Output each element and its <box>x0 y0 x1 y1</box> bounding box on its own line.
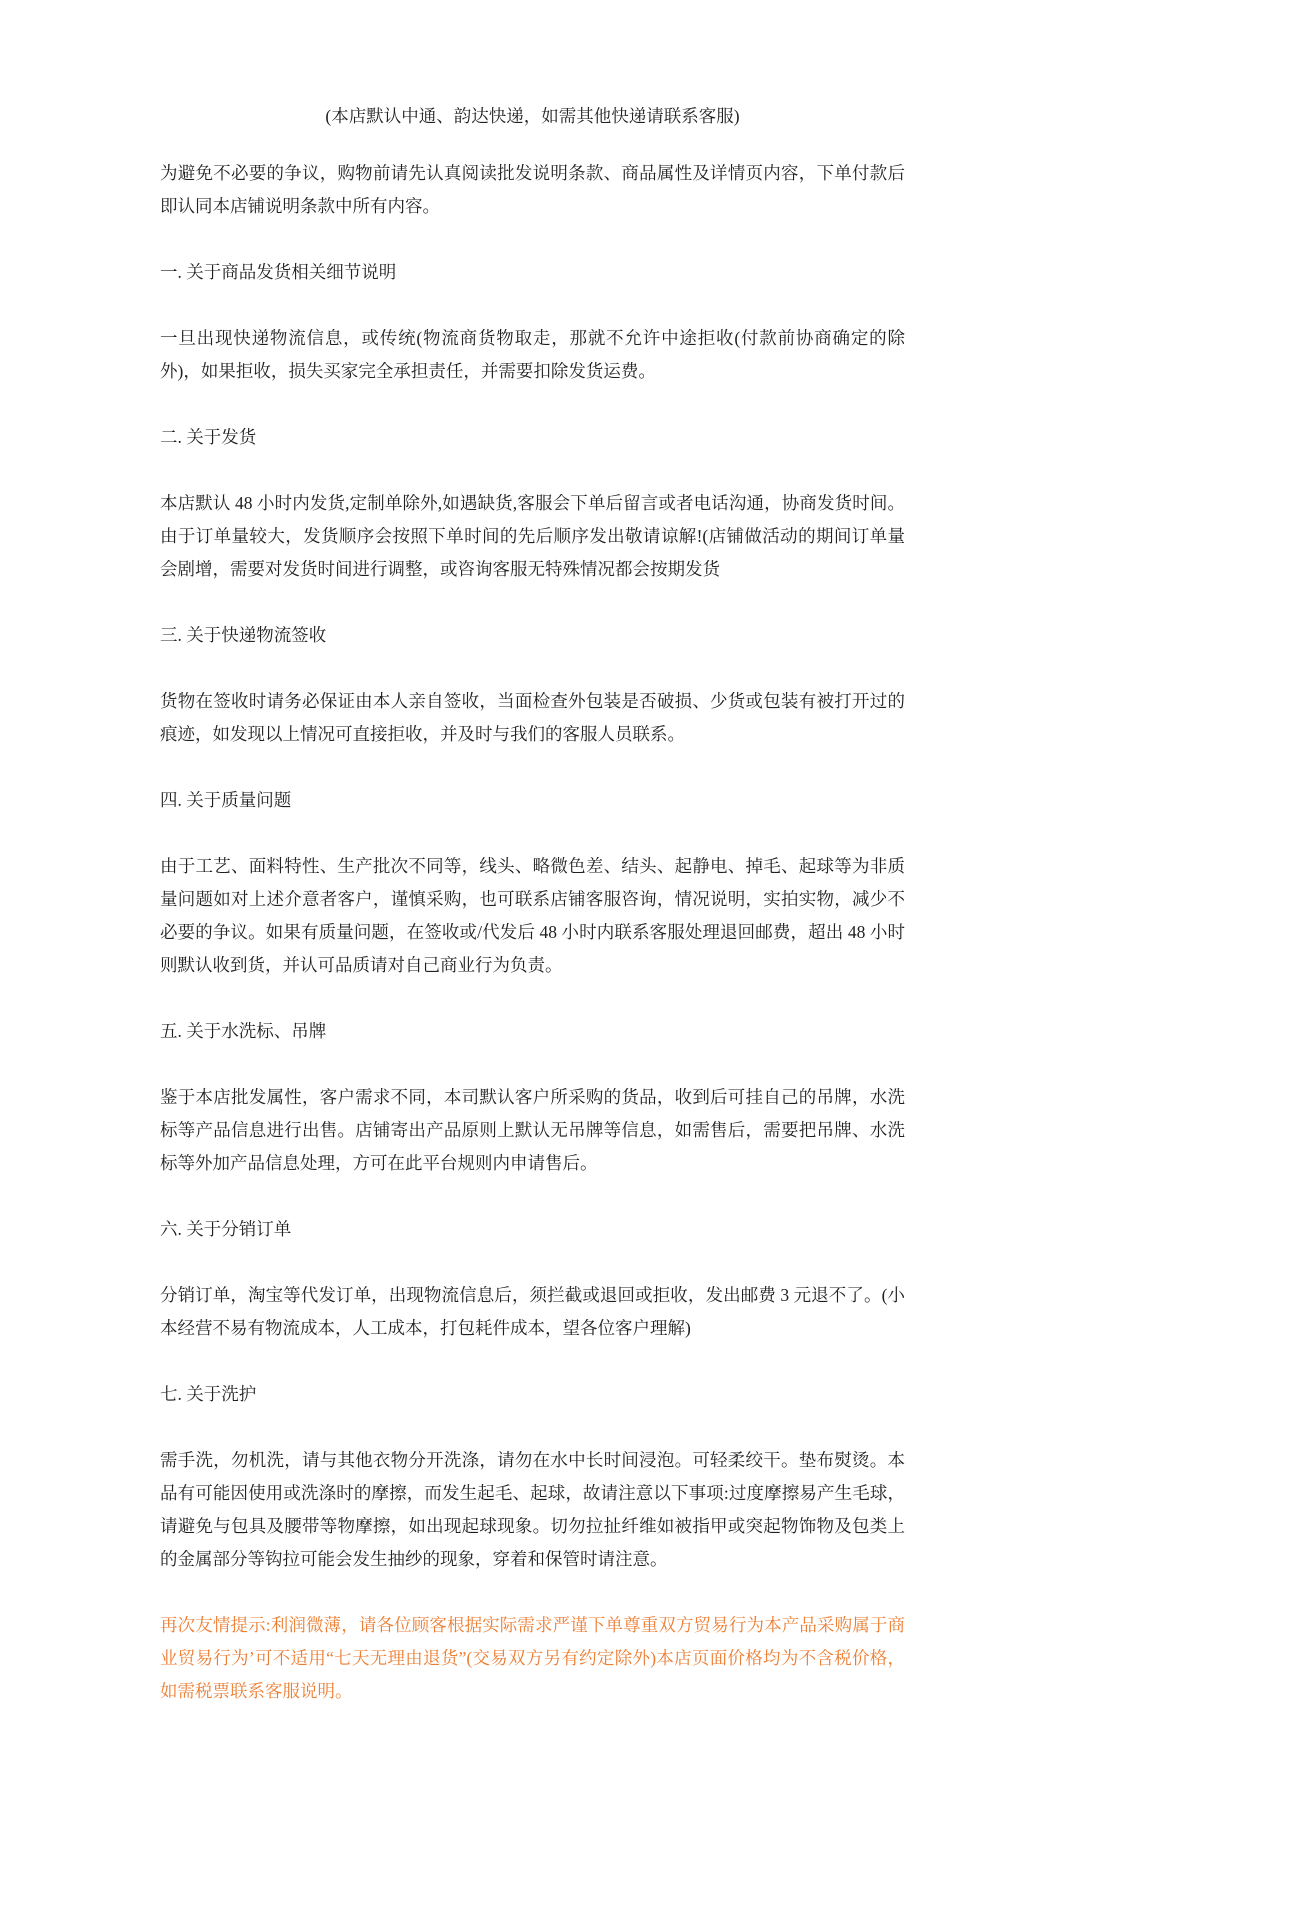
document-title: (本店默认中通、韵达快递，如需其他快递请联系客服) <box>325 106 740 126</box>
friendly-reminder-note: 再次友情提示:利润微薄，请各位顾客根据实际需求严谨下单尊重双方贸易行为本产品采购属于商业贸易行为’可不适用“七天无理由退货”(交易双方另有约定除外)本店页面价格均为不含税价格，如需税票联系客服说明。 <box>160 1615 905 1701</box>
section-3-logistics-signing-body: 货物在签收时请务必保证由本人亲自签收，当面检查外包装是否破损、少货或包装有被打开过的痕迹，如发现以上情况可直接拒收，并及时与我们的客服人员联系。 <box>160 691 905 744</box>
section-2-dispatch-heading: 二. 关于发货 <box>160 427 257 447</box>
section-1-shipping-details-body: 一旦出现快递物流信息，或传统(物流商货物取走，那就不允许中途拒收(付款前协商确定的除外)，如果拒收，损失买家完全承担责任，并需要扣除发货运费。 <box>160 328 905 381</box>
section-4-quality-issues-heading: 四. 关于质量问题 <box>160 790 292 810</box>
intro-paragraph: 为避免不必要的争议，购物前请先认真阅读批发说明条款、商品属性及详情页内容，下单付款后即认同本店铺说明条款中所有内容。 <box>160 163 905 216</box>
section-5-labels-tags-body: 鉴于本店批发属性，客户需求不同，本司默认客户所采购的货品，收到后可挂自己的吊牌，水洗标等产品信息进行出售。店铺寄出产品原则上默认无吊牌等信息，如需售后，需要把吊牌、水洗标等外加产品信息处理，方可在此平台规则内申请售后。 <box>160 1087 905 1173</box>
section-1-shipping-details-heading: 一. 关于商品发货相关细节说明 <box>160 262 397 282</box>
section-7-washing-care-body: 需手洗，勿机洗，请与其他衣物分开洗涤，请勿在水中长时间浸泡。可轻柔绞干。垫布熨烫。本品有可能因使用或洗涤时的摩擦，而发生起毛、起球，故请注意以下事项:过度摩擦易产生毛球，请避免与包具及腰带等物摩擦，如出现起球现象。切勿拉扯纤维如被指甲或突起物饰物及包类上的金属部分等钩拉可能会发生抽纱的现象，穿着和保管时请注意。 <box>160 1450 905 1569</box>
section-4-quality-issues-body: 由于工艺、面料特性、生产批次不同等，线头、略微色差、结头、起静电、掉毛、起球等为非质量问题如对上述介意者客户，谨慎采购，也可联系店铺客服咨询，情况说明，实拍实物，减少不必要的争议。如果有质量问题，在签收或/代发后 48 小时内联系客服处理退回邮费，超出 48 小时则默认收到货，并认可品质请对自己商业行为负责。 <box>160 856 905 975</box>
section-7-washing-care-heading: 七. 关于洗护 <box>160 1384 257 1404</box>
section-5-labels-tags-heading: 五. 关于水洗标、吊牌 <box>160 1021 327 1041</box>
section-2-dispatch-body: 本店默认 48 小时内发货,定制单除外,如遇缺货,客服会下单后留言或者电话沟通，协商发货时间。由于订单量较大，发货顺序会按照下单时间的先后顺序发出敬请谅解!(店铺做活动的期间订单量会剧增，需要对发货时间进行调整，或咨询客服无特殊情况都会按期发货 <box>160 493 905 579</box>
section-6-distribution-orders-body: 分销订单，淘宝等代发订单，出现物流信息后，须拦截或退回或拒收，发出邮费 3 元退不了。(小本经营不易有物流成本，人工成本，打包耗件成本，望各位客户理解) <box>160 1285 905 1338</box>
section-3-logistics-signing-heading: 三. 关于快递物流签收 <box>160 625 327 645</box>
section-6-distribution-orders-heading: 六. 关于分销订单 <box>160 1219 292 1239</box>
